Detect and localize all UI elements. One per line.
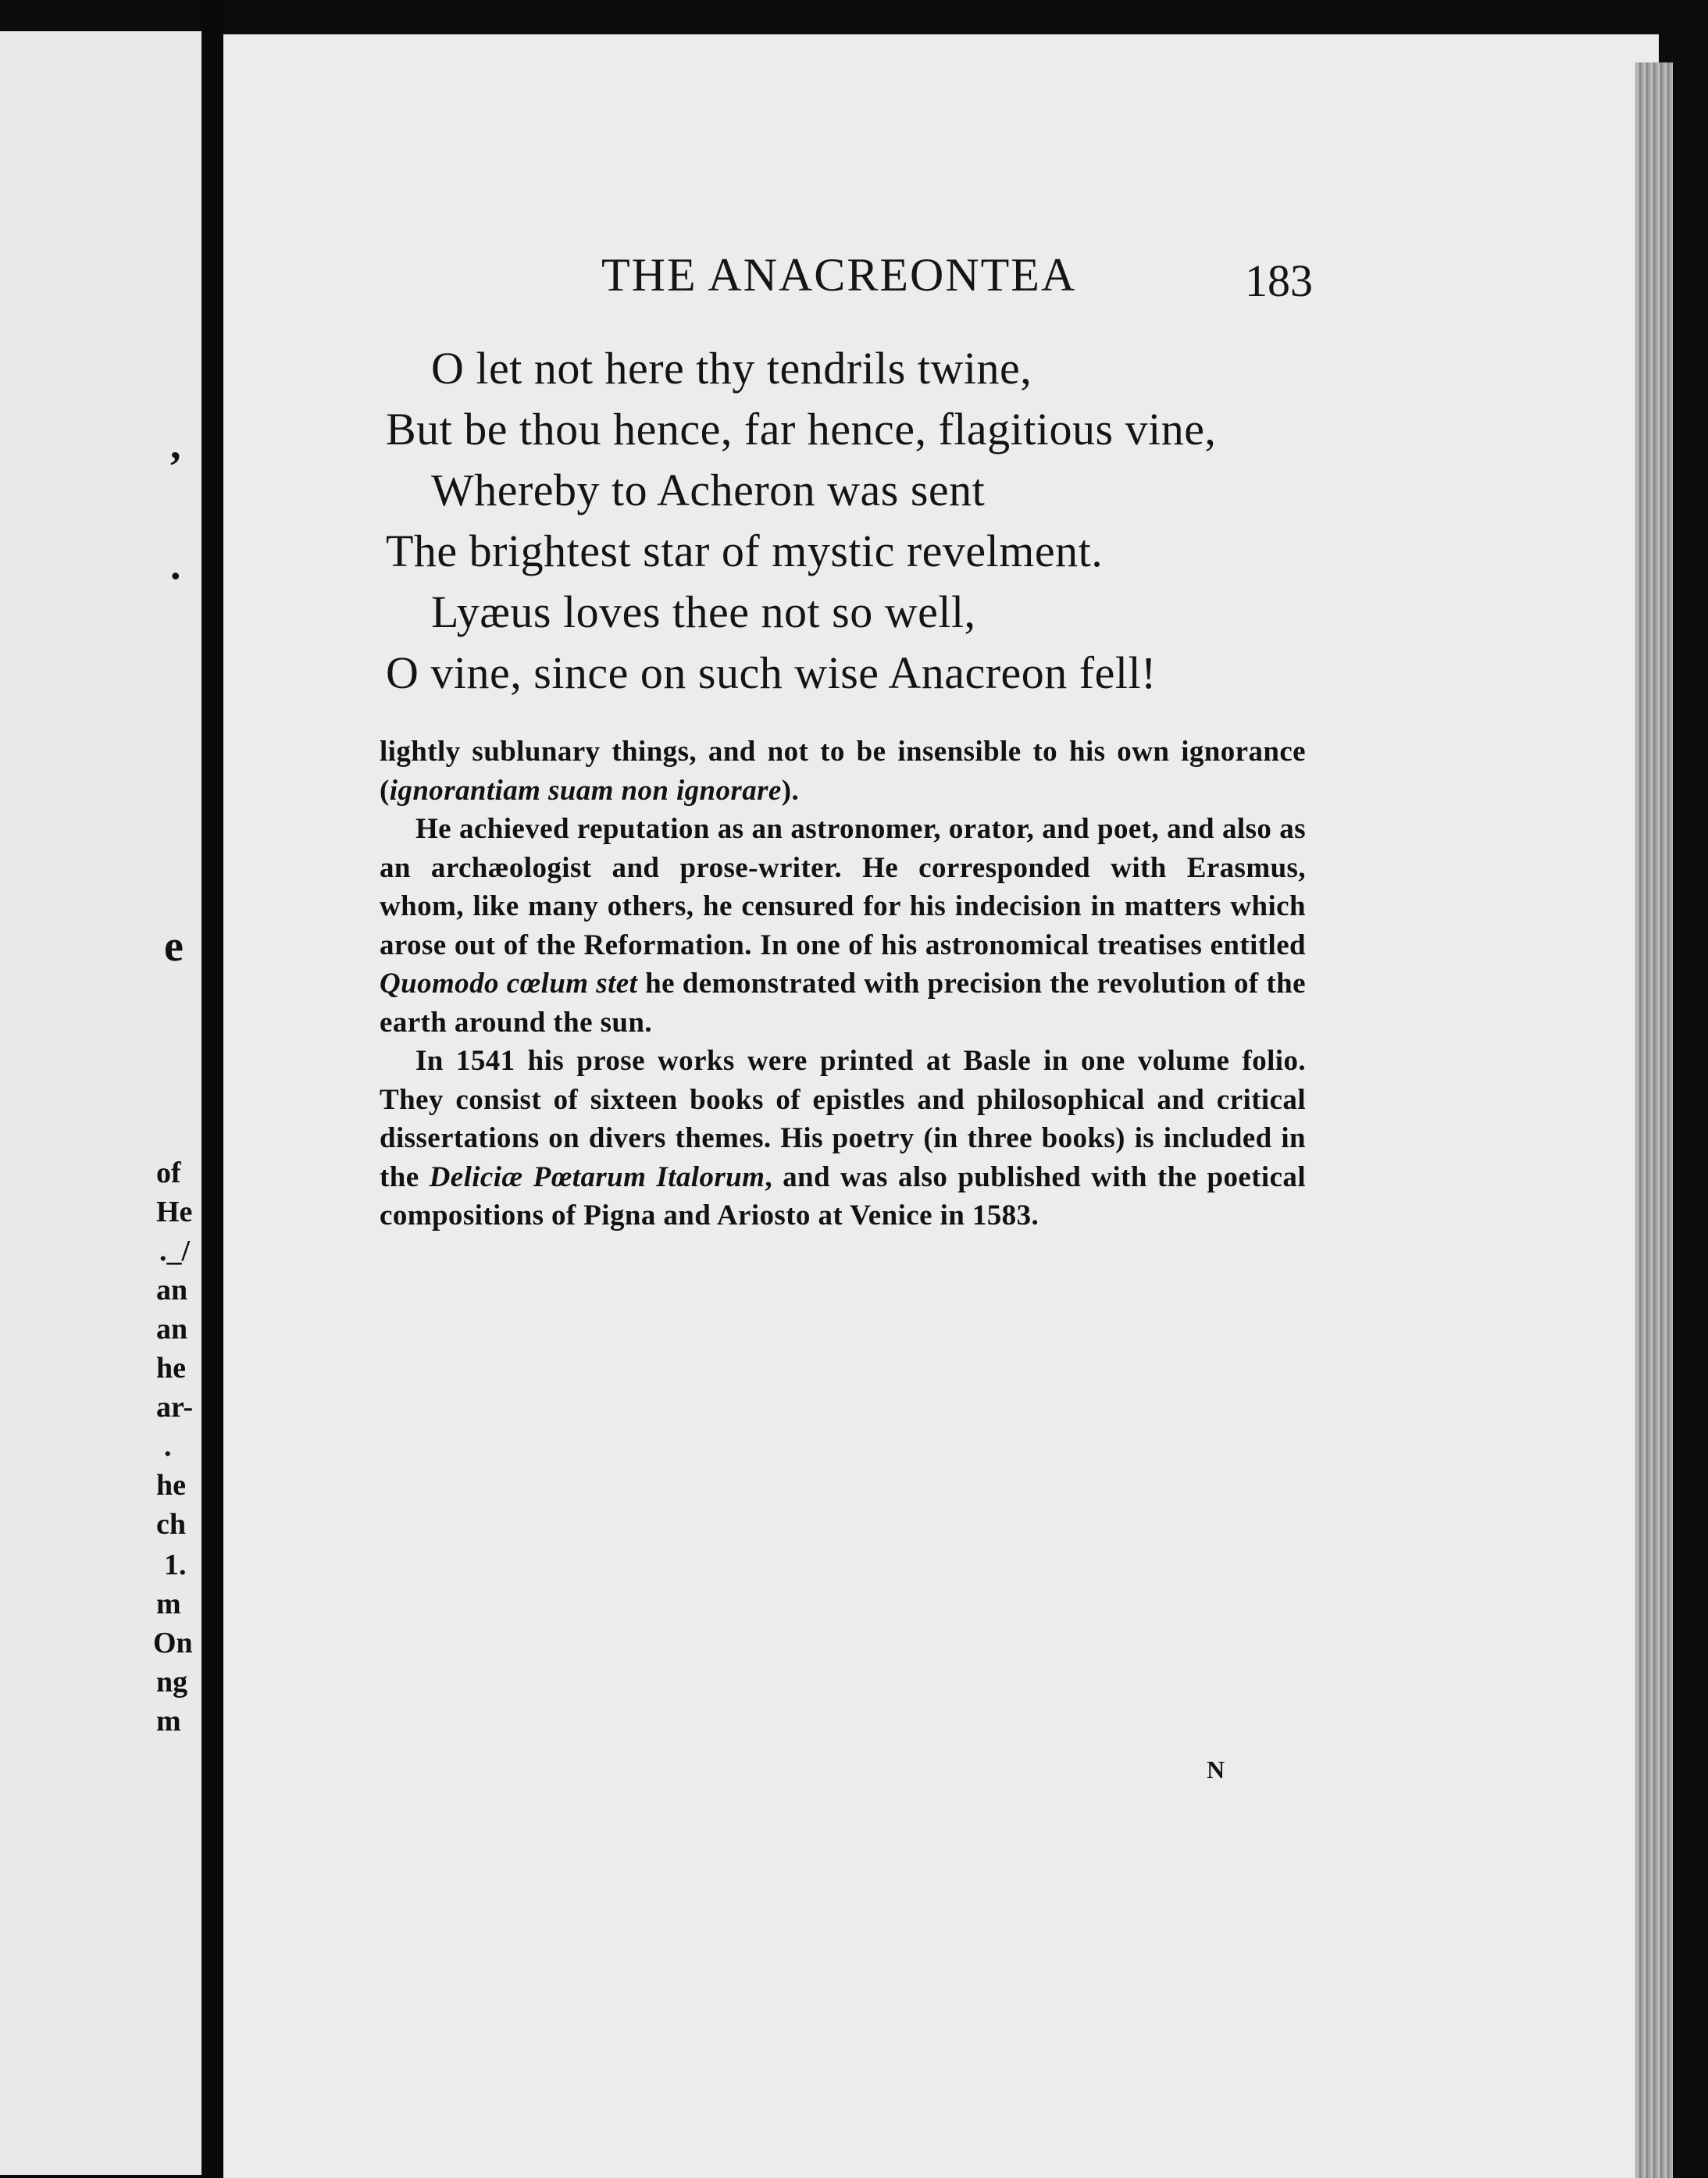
verse-line: The brightest star of mystic revelment. xyxy=(386,526,1104,576)
verse-line: O let not here thy tendrils twine, xyxy=(431,343,1032,394)
verse-line: Lyæus loves thee not so well, xyxy=(431,586,976,637)
running-head: THE ANACREONTEA xyxy=(601,249,1077,301)
latin-quote: ignorantiam suam non ignorare xyxy=(389,774,782,807)
left-margin-fragment: . xyxy=(170,541,181,588)
page-block-edge xyxy=(1635,62,1673,2178)
footnote-text: lightly sublunary things, and not to be insensible to his own ignorance ( xyxy=(380,736,1306,807)
left-margin-fragment: ng xyxy=(156,1666,188,1699)
verse-line: O vine, since on such wise Anacreon fell! xyxy=(386,647,1157,698)
scan-border xyxy=(1673,0,1708,2178)
left-margin-fragment: an xyxy=(156,1313,188,1346)
footnote-paragraph xyxy=(380,810,1306,1042)
left-margin-fragment: ._/ xyxy=(159,1235,191,1267)
treatise-title: Quomodo cœlum stet xyxy=(380,968,638,1000)
footnote-text: he demonstrated with precision the revolution of the earth around the sun. xyxy=(380,968,1306,1039)
footnote-text: In 1541 his prose works were printed at Basle in one volume folio. They consist of sixteen books of epistles and philosophical and critical dissertations on divers themes. His poetry (in three books) is included in the xyxy=(380,1045,1306,1193)
footnote-text: , and was also published with the poetical compositions of Pigna and Ariosto at Venice in 1583. xyxy=(380,1160,1307,1232)
left-margin-fragment: e xyxy=(164,922,184,971)
footnote-text: He achieved reputation as an astronomer, orator, and poet, and also as an archæologist and prose-writer. He corresponded with Erasmus, whom, like many others, he censured for his indecision in matters which arose out of the Reformation. In one of his astronomical treatises entitled xyxy=(380,813,1306,961)
footnote-paragraph xyxy=(380,733,1306,810)
left-margin-fragment: he xyxy=(156,1469,186,1502)
left-margin-fragment: He xyxy=(156,1196,193,1228)
left-margin-fragment: . xyxy=(164,1430,172,1463)
left-facing-page xyxy=(0,31,201,2175)
left-margin-fragment: ar- xyxy=(156,1391,194,1424)
footnote-body xyxy=(380,733,1306,1235)
page-number: 183 xyxy=(1245,255,1313,306)
left-margin-fragment: of xyxy=(156,1157,181,1189)
footnote-paragraph xyxy=(380,1042,1306,1235)
anthology-title: Deliciæ Pœtarum Italorum xyxy=(429,1160,765,1193)
left-margin-fragment: m xyxy=(156,1705,181,1738)
left-margin-fragment: he xyxy=(156,1352,186,1385)
left-margin-fragment: an xyxy=(156,1274,188,1306)
left-margin-fragment: , xyxy=(170,421,181,468)
left-margin-fragment: ch xyxy=(156,1508,186,1541)
footnote-text: ). xyxy=(781,774,800,807)
signature-mark: N xyxy=(1207,1756,1225,1784)
left-margin-fragment: 1. xyxy=(164,1549,187,1581)
left-margin-fragment: On xyxy=(153,1627,193,1659)
book-gutter xyxy=(201,0,223,2178)
left-margin-fragment: m xyxy=(156,1588,181,1620)
verse-line: Whereby to Acheron was sent xyxy=(431,465,986,515)
verse-line: But be thou hence, far hence, flagitious vine, xyxy=(386,404,1217,454)
